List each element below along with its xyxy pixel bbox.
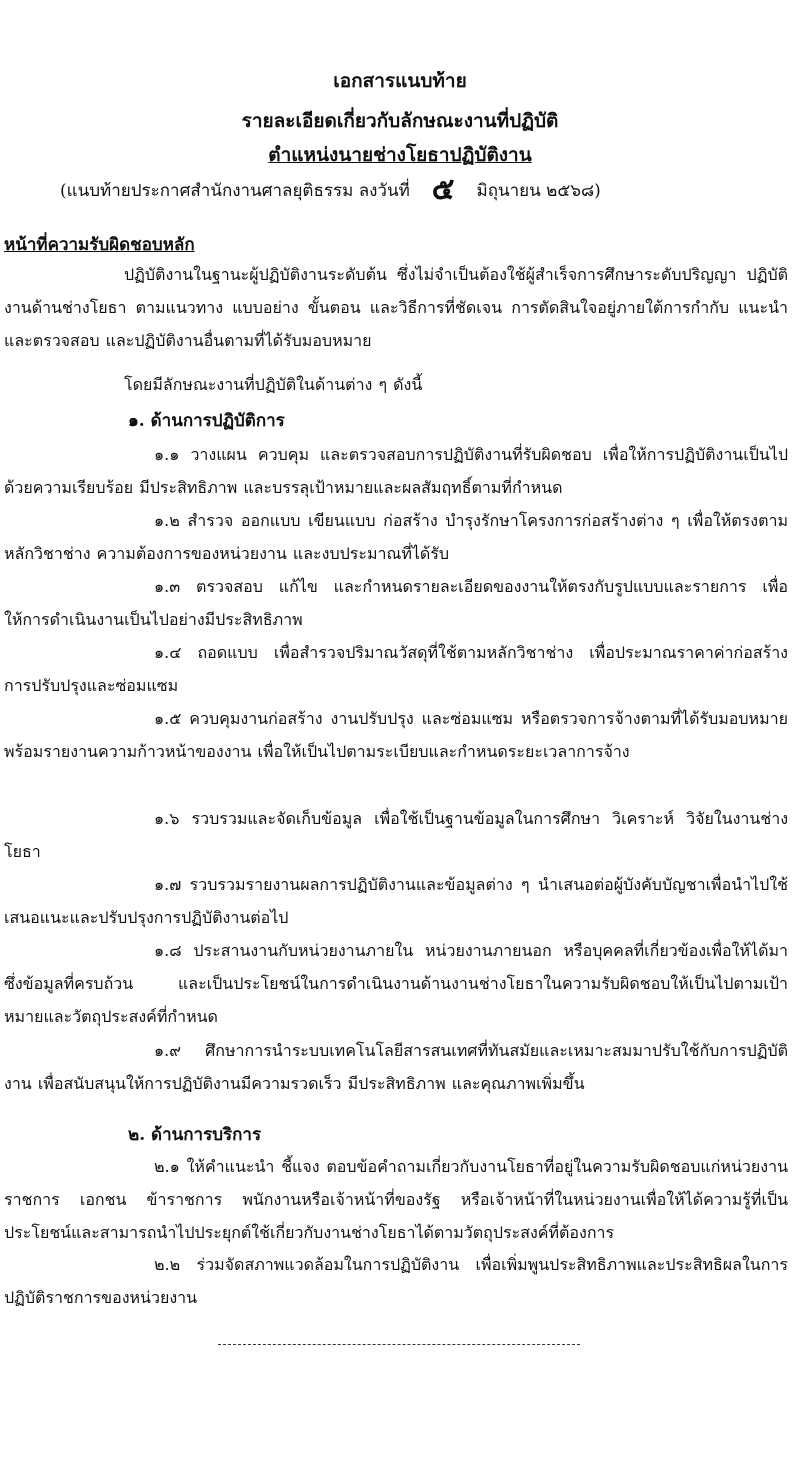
document-title: เอกสารแนบท้าย — [333, 70, 467, 92]
duties-intro: โดยมีลักษณะงานที่ปฏิบัติในด้านต่าง ๆ ดังนี้ — [124, 375, 423, 394]
operations-item: ๑.๔ ถอดแบบ เพื่อสำรวจปริมาณวัสดุที่ใช้ตามหลักวิชาช่าง เพื่อประมาณราคาค่าก่อสร้าง การปรับปรุงและซ่อมแซม — [4, 643, 788, 695]
operations-item: ๑.๙ ศึกษาการนำระบบเทคโนโลยีสารสนเทศที่ทันสมัยและเหมาะสมมาปรับใช้กับการปฏิบัติงาน เพื่อสนับสนุนให้การปฏิบัติงานมีความรวดเร็ว มีประสิทธิภาพ และคุณภาพเพิ่มขึ้น — [4, 1041, 788, 1093]
document-subtitle: รายละเอียดเกี่ยวกับลักษณะงานที่ปฏิบัติ — [241, 110, 559, 132]
services-item: ๒.๑ ให้คำแนะนำ ชี้แจง ตอบข้อคำถามเกี่ยวกับงานโยธาที่อยู่ในความรับผิดชอบแก่หน่วยงานราชการ เอกชน ข้าราชการ พนักงานหรือเจ้าหน้าที่ของรัฐ หรือเจ้าหน้าที่ในหน่วยงานเพื่อให้ได้ความรู้ที่เป็นประโยชน์และสามารถนำไปประยุกต์ใช้เกี่ยวกับงานช่างโยธาได้ตามวัตถุประสงค์ที่ต้องการ — [4, 1157, 788, 1242]
operations-item: ๑.๑ วางแผน ควบคุม และตรวจสอบการปฏิบัติงานที่รับผิดชอบ เพื่อให้การปฏิบัติงานเป็นไปด้วยความเรียบร้อย มีประสิทธิภาพ และบรรลุเป้าหมายและผลสัมฤทธิ์ตามที่กำหนด — [4, 445, 788, 497]
announcement-suffix: มิถุนายน ๒๕๖๘) — [476, 181, 601, 201]
announcement-day: ๕ — [431, 172, 455, 207]
operations-item: ๑.๘ ประสานงานกับหน่วยงานภายใน หน่วยงานภายนอก หรือบุคคลที่เกี่ยวข้องเพื่อให้ได้มาซึ่งข้อมูลที่ครบถ้วน และเป็นประโยชน์ในการดำเนินงานด้านงานช่างโยธาในความรับผิดชอบให้เป็นไปตามเป้าหมายและวัตถุประสงค์ที่กำหนด — [4, 941, 788, 1026]
operations-item: ๑.๖ รวบรวมและจัดเก็บข้อมูล เพื่อใช้เป็นฐานข้อมูลในการศึกษา วิเคราะห์ วิจัยในงานช่างโยธา — [4, 809, 788, 861]
operations-item: ๑.๕ ควบคุมงานก่อสร้าง งานปรับปรุง และซ่อมแซม หรือตรวจการจ้างตามที่ได้รับมอบหมาย พร้อมรายงานความก้าวหน้าของงาน เพื่อให้เป็นไปตามระเบียบและกำหนดระยะเวลาการจ้าง — [4, 709, 788, 761]
operations-heading: ๑. ด้านการปฏิบัติการ — [128, 411, 285, 431]
operations-item: ๑.๗ รวบรวมรายงานผลการปฏิบัติงานและข้อมูลต่าง ๆ นำเสนอต่อผู้บังคับบัญชาเพื่อนำไปใช้เสนอแนะและปรับปรุงการปฏิบัติงานต่อไป — [4, 875, 788, 927]
services-item: ๒.๒ ร่วมจัดสภาพแวดล้อมในการปฏิบัติงาน เพื่อเพิ่มพูนประสิทธิภาพและประสิทธิผลในการปฏิบัติราชการของหน่วยงาน — [4, 1255, 788, 1307]
announcement-reference — [60, 172, 760, 207]
main-responsibility-heading: หน้าที่ความรับผิดชอบหลัก — [4, 235, 195, 255]
operations-item: ๑.๓ ตรวจสอบ แก้ไข และกำหนดรายละเอียดของงานให้ตรงกับรูปแบบและรายการ เพื่อให้การดำเนินงานเป็นไปอย่างมีประสิทธิภาพ — [4, 577, 788, 629]
position-title: ตำแหน่งนายช่างโยธาปฏิบัติงาน — [268, 144, 532, 166]
announcement-prefix: (แนบท้ายประกาศสำนักงานศาลยุติธรรม ลงวันที่ — [60, 181, 410, 201]
main-responsibility-body: ปฏิบัติงานในฐานะผู้ปฏิบัติงานระดับต้น ซึ่งไม่จำเป็นต้องใช้ผู้สำเร็จการศึกษาระดับปริญญา ปฏิบัติงานด้านช่างโยธา ตามแนวทาง แบบอย่าง ขั้นตอน และวิธีการที่ชัดเจน การตัดสินใจอยู่ภายใต้การกำกับ แนะนำ และตรวจสอบ และปฏิบัติงานอื่นตามที่ได้รับมอบหมาย — [4, 265, 788, 350]
operations-item: ๑.๒ สำรวจ ออกแบบ เขียนแบบ ก่อสร้าง บำรุงรักษาโครงการก่อสร้างต่าง ๆ เพื่อให้ตรงตามหลักวิชาช่าง ความต้องการของหน่วยงาน และงบประมาณที่ได้รับ — [4, 511, 788, 563]
end-divider — [218, 1344, 580, 1345]
services-heading: ๒. ด้านการบริการ — [128, 1125, 262, 1145]
